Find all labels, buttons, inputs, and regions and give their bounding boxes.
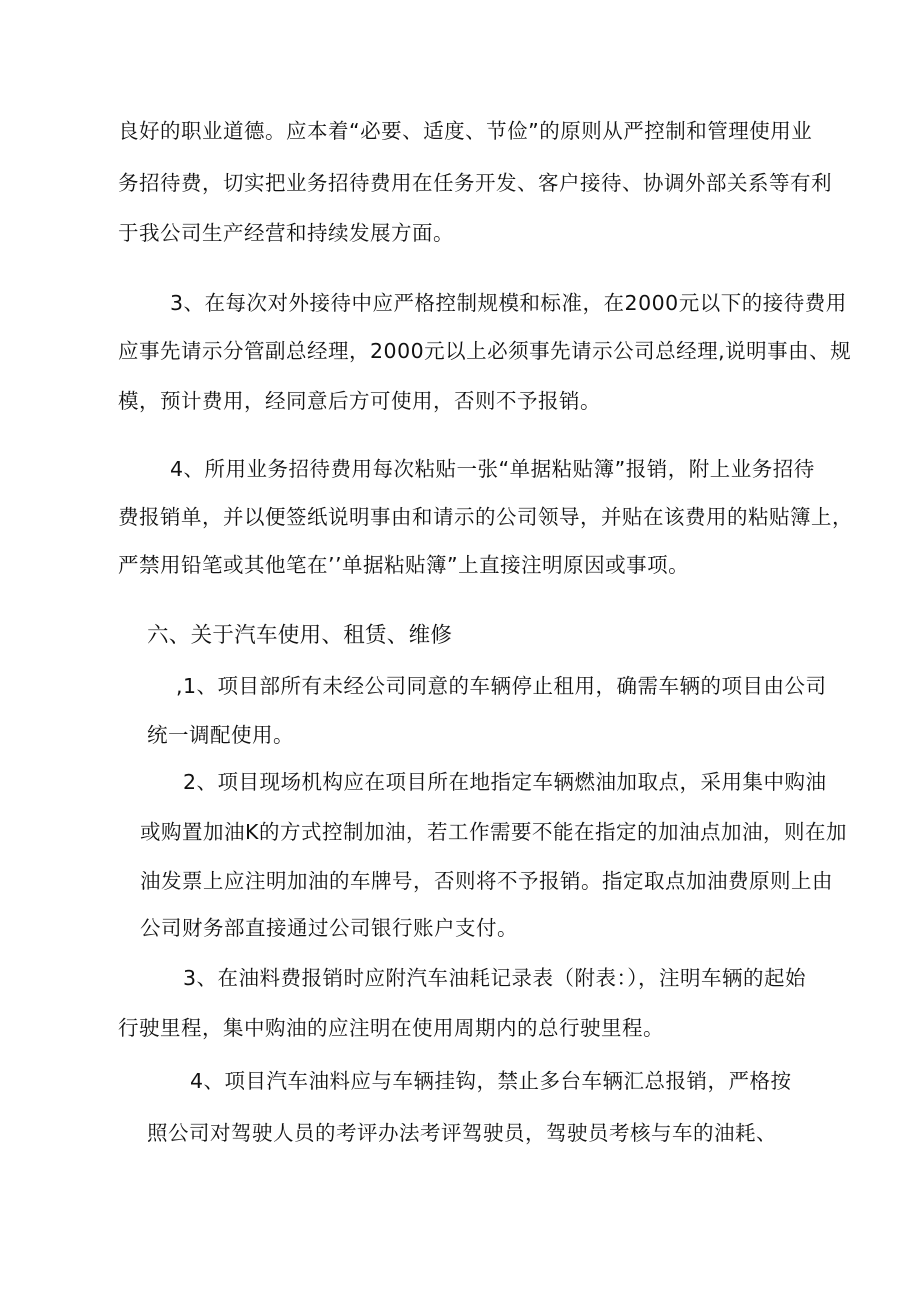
section-paragraph-2-line-2: 或购置加油K的方式控制加油，若工作需要不能在指定的加油点加油，则在加 (140, 820, 847, 844)
paragraph-1-line-2: 务招待费，切实把业务招待费用在任务开发、客户接待、协调外部关系等有利 (118, 171, 832, 195)
section-paragraph-1-line-2: 统一调配使用。 (147, 723, 294, 747)
paragraph-1-line-3: 于我公司生产经营和持续发展方面。 (118, 221, 454, 245)
section-paragraph-3-line-2: 行驶里程，集中购油的应注明在使用周期内的总行驶里程。 (118, 1016, 664, 1040)
paragraph-1-line-1: 良好的职业道德。应本着“必要、适度、节俭”的原则从严控制和管理使用业 (118, 119, 813, 143)
section-paragraph-1-line-1: ,1、项目部所有未经公司同意的车辆停止租用，确需车辆的项目由公司 (176, 674, 827, 698)
paragraph-2-line-1: 3、在每次对外接待中应严格控制规模和标准，在2000元以下的接待费用 (170, 291, 847, 315)
paragraph-3-line-2: 费报销单，并以便签纸说明事由和请示的公司领导，并贴在该费用的粘贴簿上， (118, 505, 853, 529)
section-paragraph-2-line-4: 公司财务部直接通过公司银行账户支付。 (140, 916, 518, 940)
paragraph-2-line-3: 模，预计费用，经同意后方可使用，否则不予报销。 (118, 389, 601, 413)
paragraph-3-line-1: 4、所用业务招待费用每次粘贴一张“单据粘贴簿”报销，附上业务招待 (170, 457, 815, 481)
section-paragraph-3-line-1: 3、在油料费报销时应附汽车油耗记录表（附表：），注明车辆的起始 (183, 966, 807, 990)
paragraph-3-line-3: 严禁用铅笔或其他笔在’’单据粘贴簿”上直接注明原因或事项。 (118, 553, 690, 577)
section-paragraph-4-line-2: 照公司对驾驶人员的考评办法考评驾驶员，驾驶员考核与车的油耗、 (147, 1121, 777, 1145)
paragraph-2-line-2: 应事先请示分管副总经理，2000元以上必须事先请示公司总经理,说明事由、规 (118, 339, 852, 363)
section-paragraph-2-line-1: 2、项目现场机构应在项目所在地指定车辆燃油加取点，采用集中购油 (183, 770, 827, 794)
section-heading: 六、关于汽车使用、租赁、维修 (147, 623, 453, 648)
section-paragraph-2-line-3: 油发票上应注明加油的车牌号，否则将不予报销。指定取点加油费原则上由 (140, 869, 833, 893)
section-paragraph-4-line-1: 4、项目汽车油料应与车辆挂钩，禁止多台车辆汇总报销，严格按 (190, 1069, 792, 1093)
